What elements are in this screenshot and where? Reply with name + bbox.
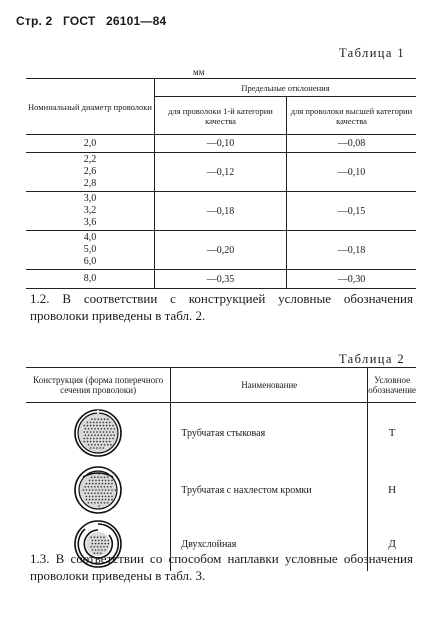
table-row [26, 403, 416, 464]
table2-row-code: Д [388, 538, 396, 550]
diameter-value: 2,6 [83, 166, 97, 177]
table1-header-cat1: для проволоки 1-й категории качества [155, 97, 287, 135]
diameter-value: 2,0 [83, 137, 97, 149]
table2-row-code: Т [388, 427, 396, 439]
diameter-value: 4,0 [83, 232, 97, 243]
table1-high-value: —0,30 [287, 270, 417, 289]
table2-row-name: Двухслойная [171, 517, 368, 571]
diameter-value: 2,8 [83, 178, 97, 189]
diameter-value: 8,0 [83, 273, 97, 284]
table2-header-construction: Конструкция (форма поперечного сечения проволоки) [26, 368, 171, 403]
tubular-overlap-section-icon [73, 465, 123, 515]
table-row [26, 231, 416, 270]
page-number: Стр. 2 [16, 14, 53, 28]
table2 [26, 367, 416, 571]
paragraph-1-2: 1.2. В соответствии с конструкцией условные обозначения проволоки приведены в табл. 2. [30, 291, 413, 323]
table1-header-nominal: Номинальный диаметр проволоки [26, 79, 155, 135]
table1-diameter [26, 192, 155, 231]
table1-cat1-value: —0,20 [155, 231, 287, 270]
table2-header-code: Условное обозначение [368, 368, 416, 403]
standard-label: ГОСТ [62, 14, 96, 28]
diameter-value: 3,2 [83, 205, 97, 216]
table1-diameter [26, 231, 155, 270]
diameter-value: 6,0 [83, 256, 97, 267]
page-header [16, 14, 173, 28]
table1-cat1-value: —0,35 [155, 270, 287, 289]
table1-cat1-value: —0,12 [155, 153, 287, 192]
paragraph-1-3: 1.3. В соответствии со способом наплавки условные обозначения проволоки приведены в табл. 3. [30, 551, 413, 583]
standard-number: 26101—84 [106, 14, 167, 28]
table1-cat1-value: —0,10 [155, 135, 287, 153]
table1-high-value: —0,15 [287, 192, 417, 231]
table1-unit: мм [193, 67, 205, 77]
table1-diameter [26, 270, 155, 289]
table-row [26, 463, 416, 517]
table1-diameter [26, 153, 155, 192]
table1-header-group: Предельные отклонения [155, 79, 417, 97]
table1-high-value: —0,18 [287, 231, 417, 270]
table1 [26, 78, 416, 289]
table2-header-row [26, 368, 416, 403]
table2-row-name: Трубчатая стыковая [171, 403, 368, 464]
table-row [26, 192, 416, 231]
table1-header-high: для проволоки высшей категории качества [287, 97, 417, 135]
table2-caption: Таблица 2 [338, 352, 405, 366]
table1-high-value: —0,08 [287, 135, 417, 153]
diameter-value: 3,0 [83, 193, 97, 204]
diameter-value: 3,6 [83, 217, 97, 228]
table1-high-value: —0,10 [287, 153, 417, 192]
table-row [26, 153, 416, 192]
tubular-butt-section-icon [73, 408, 123, 458]
table1-cat1-value: —0,18 [155, 192, 287, 231]
table1-diameter [26, 135, 155, 153]
table1-caption: Таблица 1 [338, 46, 405, 60]
table2-header-name: Наименование [171, 368, 368, 403]
table-row [26, 135, 416, 153]
table2-row-code: Н [388, 484, 397, 496]
table2-row-name: Трубчатая с нахлестом кромки [171, 463, 368, 517]
table-row [26, 270, 416, 289]
diameter-value: 2,2 [83, 154, 97, 165]
diameter-value: 5,0 [83, 244, 97, 255]
